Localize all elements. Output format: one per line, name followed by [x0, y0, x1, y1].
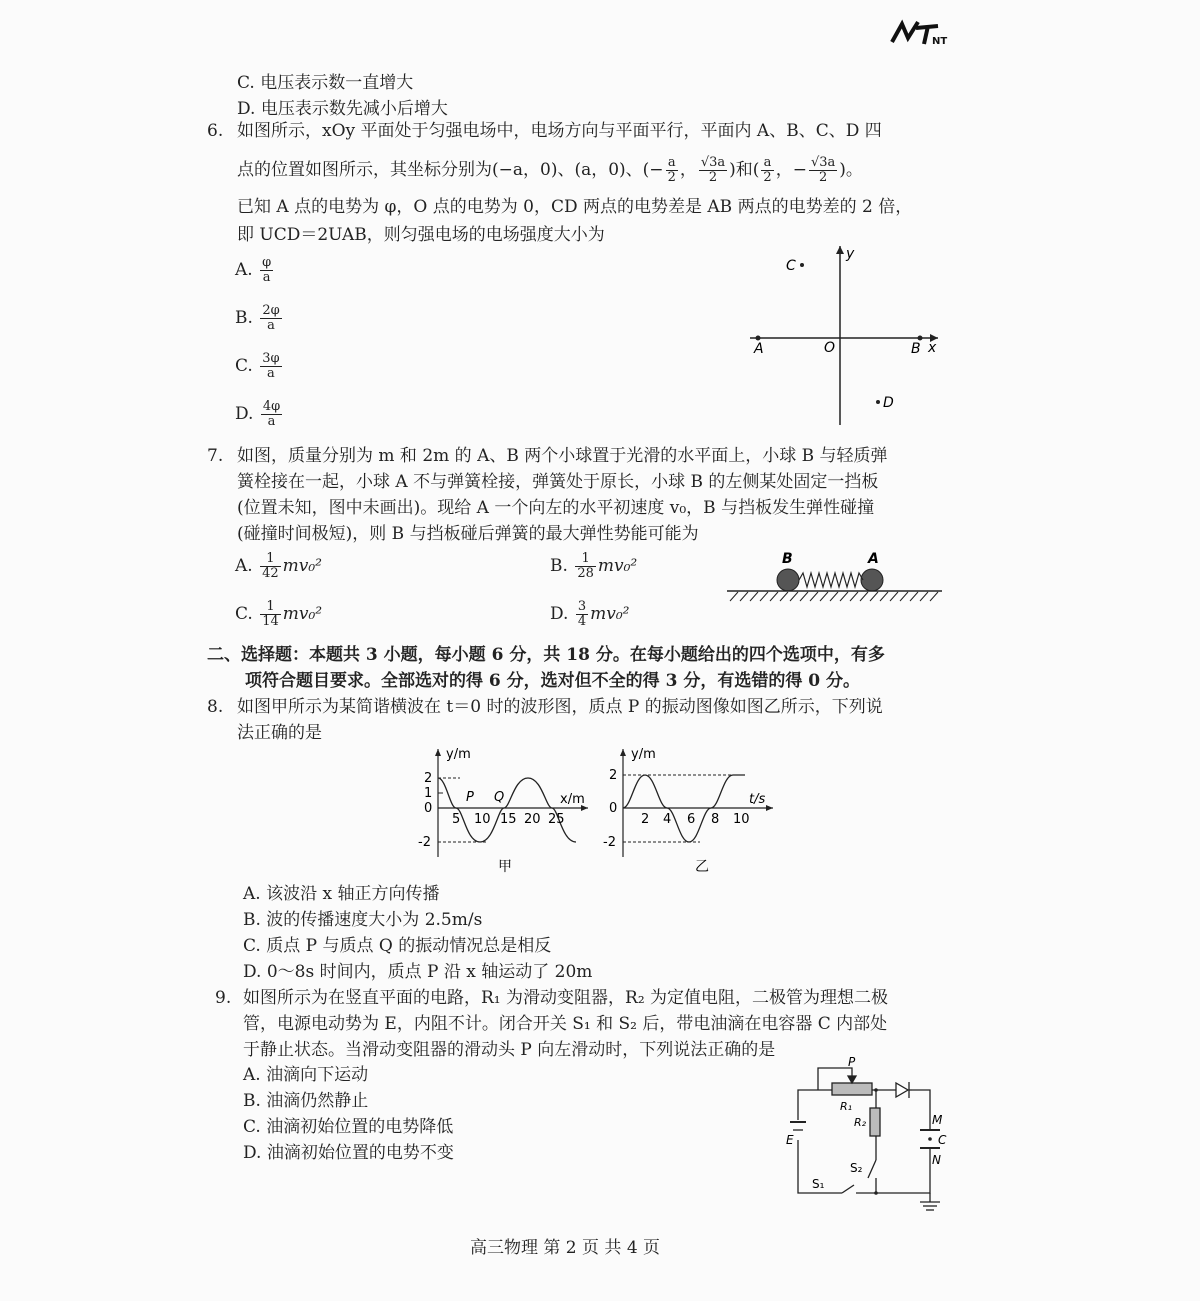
q8-line1: 如图甲所示为某简谐横波在 t＝0 时的波形图，质点 P 的振动图像如图乙所示，下列说	[237, 697, 883, 717]
svg-text:Q: Q	[494, 790, 505, 805]
q6-option-c: C. $\frac{3\varphi}{a}$	[235, 351, 280, 381]
svg-text:0: 0	[609, 801, 618, 816]
q6-line2: 点的位置如图所示，其坐标分别为(−a，0)、(a，0)、(− $\frac{a}{2}$ ， $\frac{√3a}{2}$ )和( $\frac{a}{2}$ ，− $\frac{√3a}{2}$ )。	[237, 155, 863, 185]
q7-line1: 如图，质量分别为 m 和 2m 的 A、B 两个小球置于光滑的水平面上，小球 B 与轻质弹	[237, 446, 888, 466]
q8-option-b: B. 波的传播速度大小为 2.5m/s	[243, 910, 483, 930]
svg-text:E: E	[786, 1133, 794, 1147]
q7-line3: (位置未知，图中未画出)。现给 A 一个向左的水平初速度 v₀，B 与挡板发生弹性碰撞	[237, 498, 875, 518]
svg-text:10: 10	[474, 812, 491, 827]
prev-option-d: D. 电压表示数先减小后增大	[237, 99, 448, 119]
svg-text:A: A	[754, 341, 764, 357]
q8-line2: 法正确的是	[237, 723, 322, 743]
q6-number: 6.	[207, 121, 224, 141]
svg-text:B: B	[911, 341, 921, 357]
switch-s1	[842, 1185, 854, 1193]
r1-resistor	[832, 1083, 872, 1095]
q7-line4: (碰撞时间极短)，则 B 与挡板碰后弹簧的最大弹性势能可能为	[237, 524, 699, 544]
q7-option-d: D. $\frac{3}{4}$ mv₀²	[550, 599, 630, 629]
point-a	[756, 336, 761, 341]
q6-line4: 即 UCD＝2UAB，则匀强电场的电场强度大小为	[237, 225, 605, 245]
q6-option-a: A. $\frac{\varphi}{a}$	[235, 255, 272, 285]
q8-option-d: D. 0～8s 时间内，质点 P 沿 x 轴运动了 20m	[243, 962, 593, 982]
svg-text:N: N	[932, 1153, 941, 1167]
svg-text:15: 15	[500, 812, 517, 827]
spring	[799, 573, 863, 587]
publisher-logo	[888, 16, 946, 54]
svg-text:y/m: y/m	[631, 747, 656, 762]
point-d	[876, 400, 880, 404]
svg-text:B: B	[782, 551, 793, 567]
q8-number: 8.	[207, 697, 224, 717]
svg-text:x: x	[928, 340, 937, 356]
point-c	[800, 263, 804, 267]
q9-line3: 于静止状态。当滑动变阻器的滑动头 P 向左滑动时，下列说法正确的是	[243, 1040, 776, 1060]
frac-a-over-2: $\frac{a}{2}$	[667, 155, 676, 185]
q7-line2: 簧栓接在一起，小球 A 不与弹簧栓接，弹簧处于原长，小球 B 的左侧某处固定一挡板	[237, 472, 879, 492]
q9-line1: 如图所示为在竖直平面的电路，R₁ 为滑动变阻器，R₂ 为定值电阻，二极管为理想二极	[243, 988, 889, 1008]
ball-b	[777, 569, 799, 591]
svg-text:10: 10	[733, 812, 750, 827]
svg-text:25: 25	[548, 812, 565, 827]
svg-text:P: P	[466, 790, 474, 805]
svg-text:2: 2	[609, 768, 618, 783]
svg-text:D: D	[883, 395, 894, 411]
svg-text:C: C	[938, 1133, 947, 1147]
diode	[896, 1083, 908, 1097]
svg-text:S₁: S₁	[812, 1177, 825, 1191]
svg-text:2: 2	[641, 812, 650, 827]
svg-text:R₂: R₂	[854, 1116, 867, 1129]
svg-text:1: 1	[424, 786, 433, 801]
q9-line2: 管，电源电动势为 E，内阻不计。闭合开关 S₁ 和 S₂ 后，带电油滴在电容器 C 内部处	[243, 1014, 888, 1034]
point-b	[918, 336, 923, 341]
svg-text:-2: -2	[418, 835, 431, 850]
svg-text:甲: 甲	[498, 859, 512, 875]
q7-spring-figure	[722, 545, 947, 605]
oil-drop	[928, 1137, 932, 1141]
svg-text:2: 2	[424, 771, 433, 786]
prev-option-c: C. 电压表示数一直增大	[237, 73, 414, 93]
q8-wave-graph-jia	[410, 745, 595, 880]
svg-text:C: C	[786, 258, 796, 274]
svg-text:20: 20	[524, 812, 541, 827]
q6-coordinate-figure	[740, 240, 950, 430]
svg-text:M: M	[932, 1113, 943, 1127]
wave-curve	[438, 778, 576, 842]
switch-s2	[868, 1160, 876, 1178]
svg-text:R₁: R₁	[840, 1100, 853, 1113]
q7-option-c: C. $\frac{1}{14}$ mv₀²	[235, 599, 323, 629]
q8-option-c: C. 质点 P 与质点 Q 的振动情况总是相反	[243, 936, 552, 956]
q9-option-a: A. 油滴向下运动	[243, 1065, 369, 1085]
q9-option-b: B. 油滴仍然静止	[243, 1091, 369, 1111]
q6-line1: 如图所示，xOy 平面处于匀强电场中，电场方向与平面平行，平面内 A、B、C、D 四	[237, 121, 882, 141]
logo-text: NT	[932, 36, 948, 47]
svg-text:4: 4	[663, 812, 672, 827]
q9-option-c: C. 油滴初始位置的电势降低	[243, 1117, 454, 1137]
q7-number: 7.	[207, 446, 224, 466]
r2-resistor	[870, 1108, 880, 1136]
q7-option-b: B. $\frac{1}{28}$ mv₀²	[550, 551, 638, 581]
svg-text:A: A	[868, 551, 879, 567]
q6-option-d: D. $\frac{4\varphi}{a}$	[235, 399, 281, 429]
q6-option-b: B. $\frac{2\varphi}{a}$	[235, 303, 280, 333]
q9-number: 9.	[215, 988, 232, 1008]
frac-sqrt3a-over-2: $\frac{√3a}{2}$	[700, 155, 726, 185]
q9-circuit-figure	[780, 1055, 955, 1220]
q7-option-a: A. $\frac{1}{42}$ mv₀²	[235, 551, 322, 581]
svg-text:O: O	[824, 340, 836, 356]
svg-text:8: 8	[711, 812, 720, 827]
section2-line1: 二、选择题：本题共 3 小题，每小题 6 分，共 18 分。在每小题给出的四个选项中，有多	[207, 645, 885, 665]
svg-text:5: 5	[452, 812, 461, 827]
svg-text:t/s: t/s	[749, 792, 766, 807]
svg-text:P: P	[848, 1055, 856, 1069]
frac-sqrt3a-over-2: $\frac{√3a}{2}$	[810, 155, 836, 185]
svg-text:y/m: y/m	[446, 747, 471, 762]
page-footer: 高三物理 第 2 页 共 4 页	[470, 1238, 661, 1258]
svg-text:S₂: S₂	[850, 1161, 863, 1175]
frac-a-over-2: $\frac{a}{2}$	[763, 155, 772, 185]
q9-option-d: D. 油滴初始位置的电势不变	[243, 1143, 454, 1163]
svg-text:-2: -2	[603, 835, 616, 850]
section2-line2: 项符合题目要求。全部选对的得 6 分，选对但不全的得 3 分，有选错的得 0 分。	[245, 671, 860, 691]
q8-option-a: A. 该波沿 x 轴正方向传播	[243, 884, 440, 904]
q8-vibration-graph-yi	[605, 745, 780, 880]
svg-text:x/m: x/m	[560, 792, 585, 807]
q6-line3: 已知 A 点的电势为 φ，O 点的电势为 0，CD 两点的电势差是 AB 两点的电势差的 2 倍，	[237, 197, 913, 217]
svg-text:6: 6	[687, 812, 696, 827]
svg-text:y: y	[846, 246, 855, 262]
ball-a	[861, 569, 883, 591]
svg-text:乙: 乙	[695, 859, 709, 875]
svg-text:0: 0	[424, 801, 433, 816]
